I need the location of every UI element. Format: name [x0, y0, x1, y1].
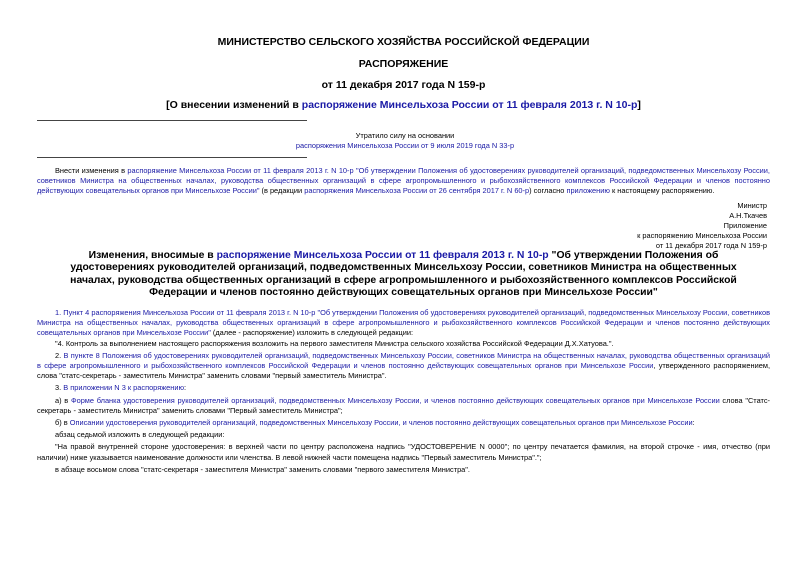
document-type: РАСПОРЯЖЕНИЕ	[358, 58, 449, 70]
subject-link[interactable]: распоряжение Минсельхоза России от 11 февраля 2013 г. N 10-р	[301, 99, 638, 111]
changes-title	[50, 250, 757, 300]
item-3a	[37, 396, 770, 416]
item-3-link[interactable]: В приложении N 3 к распоряжению	[63, 383, 185, 393]
document-date-number: от 11 декабря 2017 года N 159-р	[321, 79, 486, 91]
signature-position: Министр	[737, 201, 767, 210]
item-3b-suffix: :	[692, 418, 695, 428]
intro-text-2: (в редакции	[259, 186, 305, 196]
item-3a-link[interactable]: Форме бланка удостоверения руководителей организаций, подведомственных Минсельхозу России, и членов постоянно действующих совещательных органов при Минсельхозе России	[70, 395, 720, 405]
status-repeal-link[interactable]: распоряжения Минсельхоза России от 9 июля 2019 года N 33-р	[295, 141, 515, 150]
item-2-prefix: 2.	[55, 350, 64, 360]
item-3b-link[interactable]: Описании удостоверения руководителей организаций, подведомственных Минсельхозу России, и членов постоянно действующих совещательных органов при Минсельхозе России	[69, 418, 693, 428]
item-2-text: , утвержденного распоряжением, слова "статс-секретарь - заместитель Министра" заменить словами "первый заместитель Министра".	[37, 361, 770, 381]
changes-title-suffix: "Об утверждении Положения об удостоверениях руководителей организаций, подведомственных Минсельхозу России, советников Министра на общественных началах, руководства общественных организаций в сфере агропромышленного и рыбохозяйственного комплексов Российской Федерации и членов постоянно действующих совещательных органов при Минсельхозе России"	[70, 250, 737, 299]
subject-suffix: ]	[637, 99, 641, 111]
appendix-label: Приложение	[723, 221, 767, 230]
status-rule-bottom	[37, 157, 307, 158]
item-1-quote: "4. Контроль за выполнением настоящего распоряжения возложить на первого заместителя Министра сельского хозяйства Российской Федерации Д.Х.Хатуова.".	[55, 338, 614, 348]
intro-text-3: ) согласно	[529, 186, 567, 196]
status-line-1: Утратило силу на основании	[355, 131, 455, 140]
signature-name: А.Н.Ткачев	[729, 211, 767, 220]
changes-body	[37, 308, 770, 475]
item-2	[37, 351, 770, 382]
signature-block	[637, 201, 767, 251]
intro-text-1: Внести изменения в	[55, 166, 128, 175]
appendix-date: от 11 декабря 2017 года N 159-р	[655, 241, 767, 250]
changes-title-prefix: Изменения, вносимые в	[88, 250, 217, 261]
item-3-prefix: 3.	[55, 383, 64, 393]
item-3b-sub: абзац седьмой изложить в следующей редакции:	[55, 430, 225, 440]
intro-link-order[interactable]: распоряжение Минсельхоза России от 11 февраля 2013 г. N 10-р "Об утверждении Положения об удостоверениях руководителей организаций, подведомственных Минсельхозу России, советников Министра на общественных началах, руководства общественных организаций в сфере агропромышленного и рыбохозяйственного комплексов Российской Федерации и членов постоянно действующих совещательных органов при Минсельхозе России"	[37, 166, 770, 196]
intro-link-edition[interactable]: распоряжения Минсельхоза России от 26 сентября 2017 г. N 60-р	[304, 186, 530, 196]
changes-title-link[interactable]: распоряжение Минсельхоза России от 11 февраля 2013 г. N 10-р	[216, 250, 549, 261]
item-1-text: (далее - распоряжение) изложить в следующей редакции:	[210, 328, 414, 338]
item-3a-text: слова "Статс-секретарь - заместитель Министра" заменить словами "Первый заместитель Министра";	[37, 395, 770, 415]
document-subject	[0, 99, 807, 112]
subject-prefix: [О внесении изменений в	[166, 99, 302, 111]
item-1	[37, 308, 770, 339]
ministry-name: МИНИСТЕРСТВО СЕЛЬСКОГО ХОЗЯЙСТВА РОССИЙСКОЙ ФЕДЕРАЦИИ	[217, 36, 590, 48]
item-3b-prefix: б) в	[55, 418, 70, 428]
appendix-to: к распоряжению Минсельхоза России	[637, 231, 767, 240]
intro-link-appendix[interactable]: приложению	[566, 186, 610, 196]
item-3a-prefix: а) в	[55, 395, 71, 405]
intro-text-4: к настоящему распоряжению.	[609, 186, 715, 196]
intro-paragraph	[37, 166, 770, 197]
item-3b-quote: "На правой внутренней стороне удостоверения: в верхней части по центру расположена надпись "УДОСТОВЕРЕНИЕ N 0000"; по центру печатается фамилия, на второй строчке - имя, отчество (при наличии) ниже указывается наименование должности или членства. В левой нижней части помещена надпись "Первый заместитель Министра".";	[37, 442, 770, 462]
item-3b-last: в абзаце восьмом слова "статс-секретаря - заместителя Министра" заменить словами "первого заместителя Министра".	[55, 464, 470, 474]
item-3-suffix: :	[184, 383, 187, 393]
item-1-link[interactable]: 1. Пункт 4 распоряжения Минсельхоза России от 11 февраля 2013 г. N 10-р "Об утверждении Положения об удостоверениях руководителей организаций, подведомственных Минсельхозу России, советников Министра на общественных началах, руководства общественных организаций в сфере агропромышленного и рыбохозяйственного комплексов Российской Федерации и членов постоянно действующих совещательных органов при Минсельхозе России"	[37, 308, 770, 338]
item-2-link[interactable]: В пункте 8 Положения об удостоверениях руководителей организаций, подведомственных Минсельхозу России, советников Министра на общественных началах, руководства общественных организаций в сфере агропромышленного и рыбохозяйственного комплексов Российской Федерации и членов постоянно действующих совещательных органов при Минсельхозе России	[37, 350, 771, 371]
status-block	[250, 131, 560, 151]
status-rule-top	[37, 120, 307, 121]
item-3b	[37, 418, 770, 428]
item-3	[37, 383, 770, 393]
